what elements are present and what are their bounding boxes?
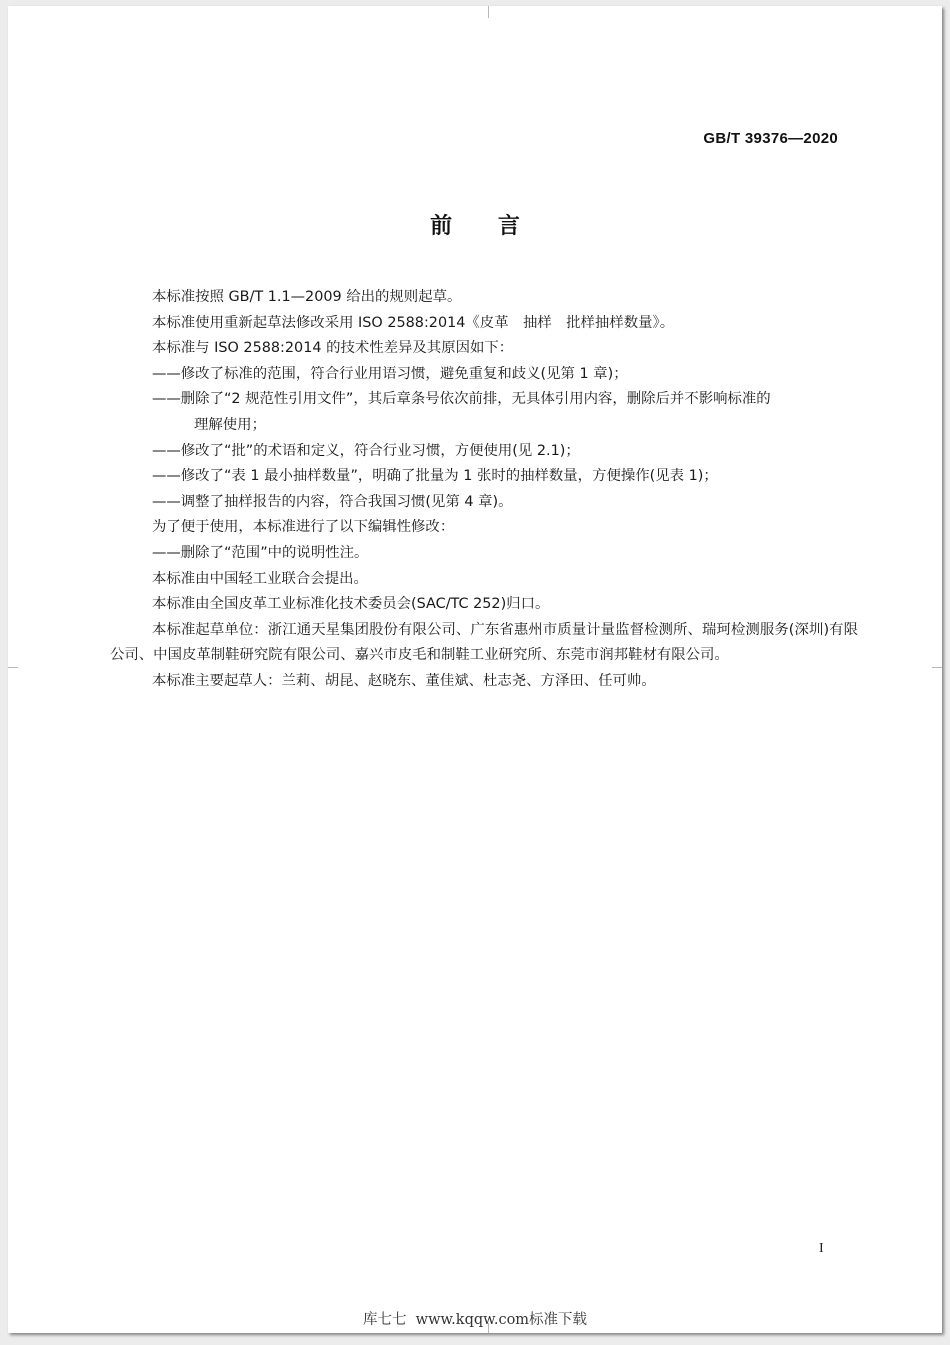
page-title	[8, 209, 942, 240]
paragraph-adoption: 本标准使用重新起草法修改采用 ISO 2588:2014《皮革 抽样 批样抽样数量》。	[152, 314, 675, 331]
foreword-body	[110, 285, 858, 695]
paragraph-drafting-units: 本标准起草单位：浙江通天星集团股份有限公司、广东省惠州市质量计量监督检测所、瑞珂检测服务(深圳)有限公司、中国皮革制鞋研究院有限公司、嘉兴市皮毛和制鞋工业研究所、东莞市润邦鞋材有限公司。	[110, 621, 858, 664]
list-item: ——调整了抽样报告的内容，符合我国习惯(见第 4 章)。	[152, 493, 513, 510]
list-item: ——修改了“批”的术语和定义，符合行业习惯，方便使用(见 2.1)；	[152, 442, 580, 459]
list-item-continuation: 理解使用；	[194, 416, 266, 433]
crop-mark-top	[488, 6, 489, 18]
crop-mark-right	[932, 667, 942, 668]
paragraph-proposer: 本标准由中国轻工业联合会提出。	[152, 570, 368, 587]
list-item: ——删除了“2 规范性引用文件”，其后章条号依次前排，无具体引用内容，删除后并不影响标准的	[152, 391, 771, 408]
paragraph-differences-intro: 本标准与 ISO 2588:2014 的技术性差异及其原因如下：	[152, 340, 514, 357]
title-text: 前 言	[430, 214, 520, 239]
document-page	[8, 6, 942, 1333]
list-item: ——修改了“表 1 最小抽样数量”，明确了批量为 1 张时的抽样数量，方便操作(见表 1)；	[152, 468, 718, 485]
footer-watermark: 库七七 www.kqqw.com标准下载	[362, 1312, 588, 1328]
paragraph-editorial-intro: 为了便于使用，本标准进行了以下编辑性修改：	[152, 519, 455, 536]
list-item: ——修改了标准的范围，符合行业用语习惯，避免重复和歧义(见第 1 章)；	[152, 365, 628, 382]
list-item: ——删除了“范围”中的说明性注。	[152, 544, 369, 561]
paragraph-committee: 本标准由全国皮革工业标准化技术委员会(SAC/TC 252)归口。	[152, 596, 550, 613]
paragraph-drafters: 本标准主要起草人：兰莉、胡昆、赵晓东、董佳斌、杜志尧、方泽田、任可帅。	[152, 672, 656, 689]
standard-code: GB/T 39376—2020	[703, 130, 838, 147]
paragraph-drafting-rules: 本标准按照 GB/T 1.1—2009 给出的规则起草。	[152, 289, 462, 305]
crop-mark-left	[8, 667, 18, 668]
page-number: I	[819, 1241, 824, 1256]
